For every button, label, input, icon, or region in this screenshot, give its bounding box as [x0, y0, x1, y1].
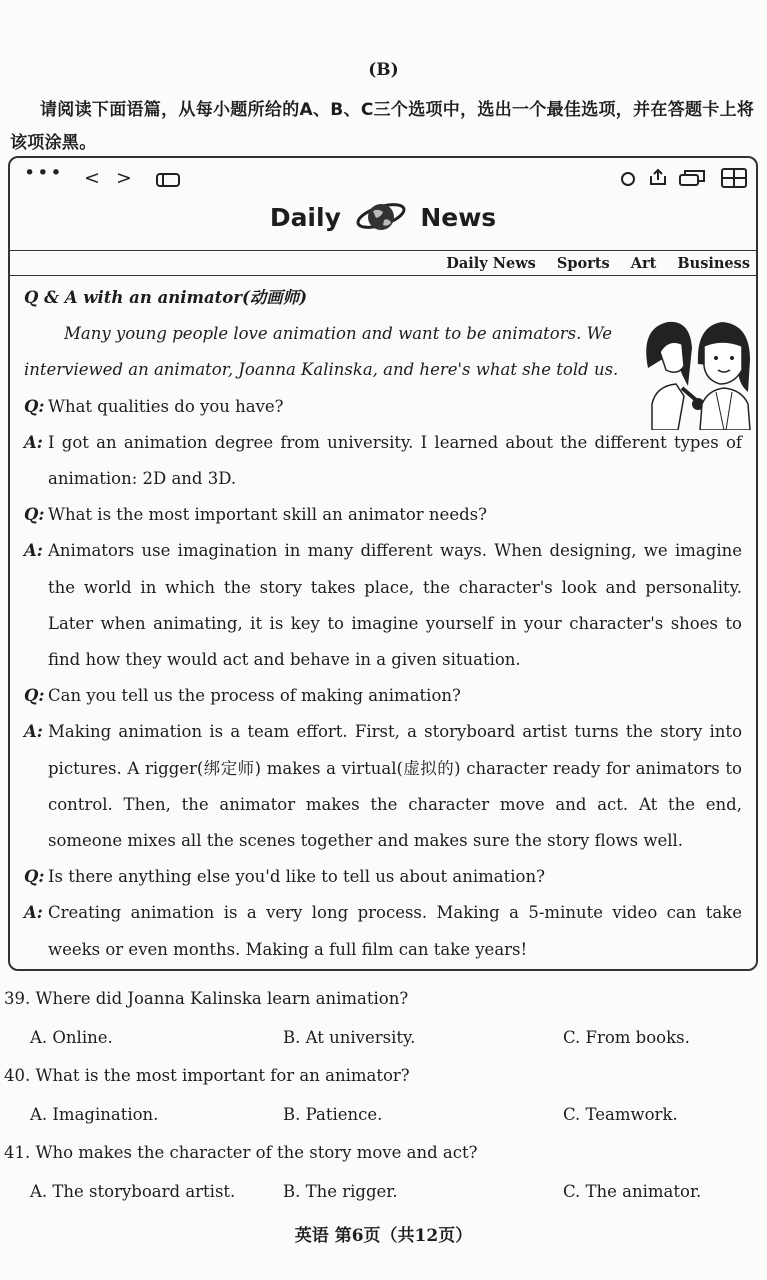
nav-art[interactable]: Art	[630, 255, 657, 272]
qa-item	[24, 895, 742, 967]
section-label: (B)	[368, 60, 399, 80]
qa-text: What qualities do you have?	[48, 396, 284, 416]
qa-tag: A:	[24, 722, 43, 742]
questions	[4, 980, 744, 1211]
qa-text: I got an animation degree from university. I learned about the different types of animation: 2D and 3D.	[48, 432, 742, 489]
qa-item	[24, 859, 742, 895]
option-b: B. The rigger.	[283, 1181, 398, 1201]
nav-daily-news[interactable]: Daily News	[446, 255, 536, 272]
qa-item	[24, 497, 742, 533]
brand-right: News	[420, 203, 497, 232]
option-c: C. The animator.	[563, 1181, 702, 1201]
divider	[10, 250, 756, 251]
qa-item	[24, 389, 742, 425]
record-icon[interactable]	[620, 170, 636, 192]
qa-tag: Q:	[24, 686, 45, 706]
browser-toolbar	[10, 158, 756, 200]
qa-item	[24, 714, 742, 859]
question-options	[4, 1173, 744, 1212]
globe-icon	[354, 196, 408, 242]
intro-line-1: Many young people love animation and want to be animators. We	[64, 324, 612, 344]
option-a: A. Imagination.	[30, 1104, 159, 1124]
grid-icon[interactable]	[721, 168, 747, 193]
article	[24, 280, 742, 968]
browser-frame	[8, 156, 758, 971]
article-intro	[24, 316, 742, 388]
option-b: B. Patience.	[283, 1104, 383, 1124]
instructions	[10, 94, 762, 160]
nav-bar	[430, 255, 750, 272]
qa-tag: Q:	[24, 505, 45, 525]
question-stem: 40. What is the most important for an animator?	[4, 1066, 410, 1085]
divider	[10, 275, 756, 276]
qa-text: Animators use imagination in many different ways. When designing, we imagine the world in which the story takes place, the character's look and personality. Later when animating, it is key to imagine yourself in your character's shoes to find how they would act and behave in a given situation.	[48, 541, 742, 670]
share-icon[interactable]	[648, 167, 668, 192]
qa-tag: A:	[24, 541, 43, 561]
question-stem: 39. Where did Joanna Kalinska learn animation?	[4, 989, 409, 1008]
back-icon[interactable]: <	[84, 167, 100, 189]
tabs-icon[interactable]	[678, 169, 706, 192]
option-a: A. Online.	[30, 1027, 113, 1047]
page-footer: 英语 第6页（共12页）	[294, 1226, 473, 1246]
intro-line-2: interviewed an animator, Joanna Kalinska, and here's what she told us.	[24, 360, 619, 380]
qa-text: What is the most important skill an animator needs?	[48, 505, 487, 525]
nav-sports[interactable]: Sports	[556, 255, 610, 272]
qa-tag: A:	[24, 432, 43, 452]
more-icon[interactable]: •••	[24, 162, 64, 184]
qa-item	[24, 425, 742, 497]
qa-tag: Q:	[24, 867, 45, 887]
brand-left: Daily	[269, 203, 341, 232]
option-c: C. From books.	[563, 1027, 690, 1047]
nav-business[interactable]: Business	[677, 255, 750, 272]
qa-text: Can you tell us the process of making animation?	[48, 686, 461, 706]
question-stem: 41. Who makes the character of the story move and act?	[4, 1143, 478, 1162]
option-c: C. Teamwork.	[563, 1104, 678, 1124]
qa-tag: Q:	[24, 396, 45, 416]
forward-icon[interactable]: >	[116, 167, 132, 189]
qa-text: Making animation is a team effort. First, a storyboard artist turns the story into pictures. A rigger(绑定师) makes a virtual(虚拟的) character ready for animators to control. Then, the animator makes the character move and act. At the end, someone mixes all the scenes together and makes sure the story flows well.	[48, 722, 742, 851]
option-b: B. At university.	[283, 1027, 416, 1047]
masthead	[10, 196, 756, 242]
qa-text: Is there anything else you'd like to tell us about animation?	[48, 867, 545, 887]
qa-item	[24, 533, 742, 678]
qa-tag: A:	[24, 903, 43, 923]
qa-item	[24, 678, 742, 714]
sidebar-icon[interactable]	[156, 170, 180, 192]
instruction-text: 请阅读下面语篇，从每小题所给的A、B、C三个选项中，选出一个最佳选项，并在答题卡上将该项涂黑。	[10, 100, 755, 153]
qa-text: Creating animation is a very long process. Making a 5-minute video can take weeks or even months. Making a full film can take years!	[48, 903, 742, 959]
question-options	[4, 1096, 744, 1135]
article-title: Q & A with an animator(动画师)	[24, 288, 308, 307]
question-options	[4, 1019, 744, 1058]
option-a: A. The storyboard artist.	[30, 1181, 236, 1201]
